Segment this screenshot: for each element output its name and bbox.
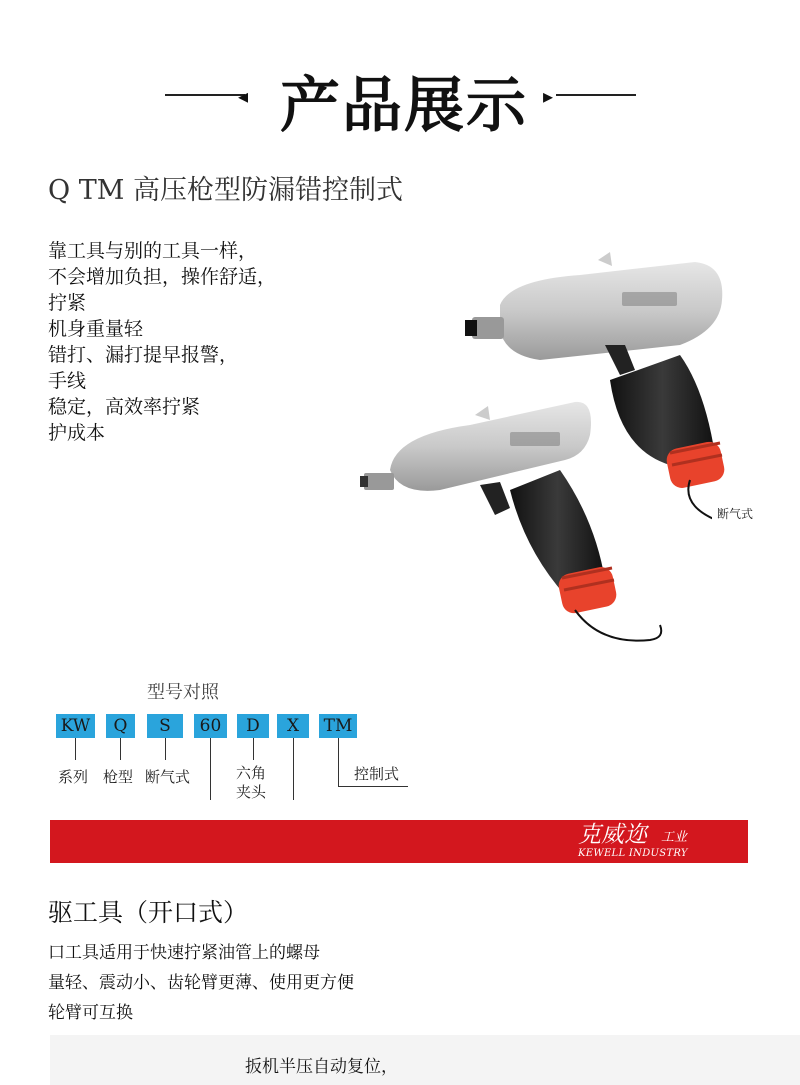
- code-caption: 枪型: [103, 768, 134, 786]
- connector-line: [210, 738, 211, 800]
- model-title: 型号对照: [147, 682, 219, 703]
- page-title: 产品展示: [280, 71, 528, 141]
- left-arrow-icon: ◂: [238, 84, 249, 108]
- model-code: 60: [194, 714, 227, 738]
- connector-line: [338, 786, 408, 787]
- feature-line: 手线: [48, 370, 87, 392]
- feature-line: 错打、漏打提早报警，: [48, 344, 239, 366]
- code-caption: 控制式: [354, 765, 400, 783]
- connector-line: [253, 738, 254, 760]
- image-callout: 断气式: [717, 507, 754, 521]
- model-code: Q: [106, 714, 135, 738]
- code-caption: 断气式: [145, 768, 191, 786]
- section2-line: 量轻、震动小、齿轮臂更薄、使用更方便: [48, 973, 354, 993]
- brand-logo-en: KEWELL INDUSTRY: [578, 848, 688, 859]
- model-code: X: [277, 714, 309, 738]
- code-caption: 系列: [58, 768, 89, 786]
- feature-line: 靠工具与别的工具一样，: [48, 240, 258, 262]
- section2-title: 驱工具（开口式）: [48, 898, 249, 927]
- feature-line: 机身重量轻: [48, 318, 144, 340]
- header-line-left: [165, 94, 245, 96]
- tool-lower: [360, 402, 661, 641]
- model-code: D: [237, 714, 269, 738]
- connector-line: [165, 738, 166, 760]
- connector-line: [75, 738, 76, 760]
- header-line-right: [556, 94, 636, 96]
- section2-line: 口工具适用于快速拧紧油管上的螺母: [48, 943, 320, 963]
- model-code: S: [147, 714, 183, 738]
- product-image: [350, 250, 760, 660]
- feature-line: 不会增加负担，操作舒适，: [48, 266, 277, 288]
- brand-logo-cn: 克威迩: [578, 822, 647, 848]
- section2-caption: 扳机半压自动复位，: [245, 1057, 398, 1077]
- code-caption: 夹头: [236, 783, 267, 801]
- model-code: KW: [56, 714, 95, 738]
- right-arrow-icon: ▸: [543, 84, 554, 108]
- brand-logo-sub: 工业: [661, 830, 688, 845]
- section1-title: Q TM 高压枪型防漏错控制式: [48, 175, 403, 206]
- section2-line: 轮臂可互换: [48, 1003, 133, 1023]
- feature-line: 拧紧: [48, 292, 87, 314]
- feature-line: 稳定，高效率拧紧: [48, 396, 201, 418]
- model-code: TM: [319, 714, 357, 738]
- connector-line: [293, 738, 294, 800]
- connector-line: [338, 738, 339, 786]
- code-caption: 六角: [236, 764, 267, 782]
- connector-line: [120, 738, 121, 760]
- feature-line: 护成本: [48, 422, 106, 444]
- section2-image-area: [50, 1035, 800, 1085]
- tool-upper: [465, 252, 755, 526]
